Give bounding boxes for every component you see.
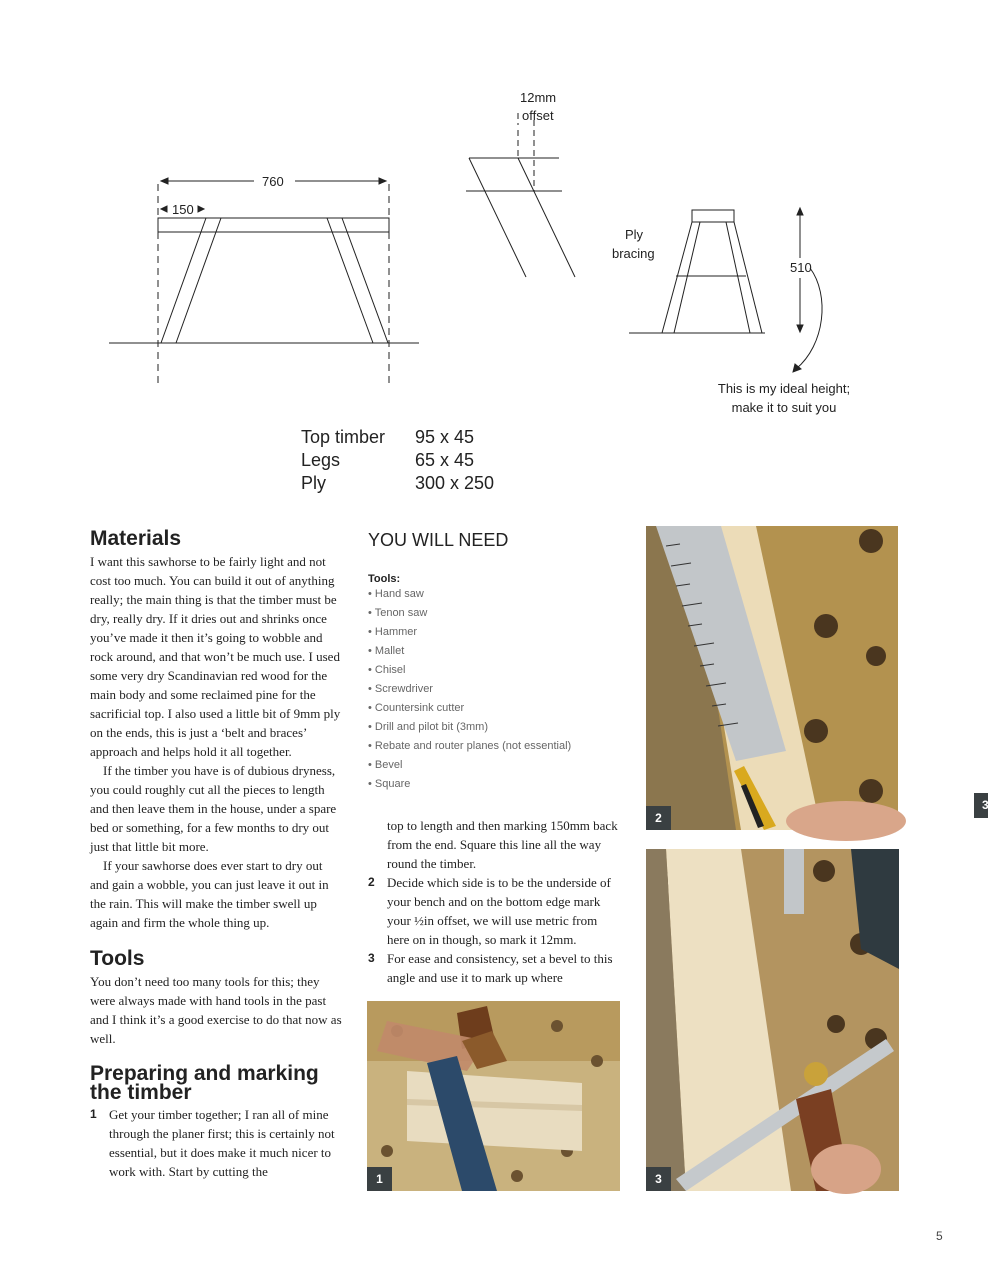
spec-row	[301, 426, 494, 449]
tool-list-item: • Hammer	[368, 626, 418, 638]
tools-paragraph: You don’t need too many tools for this; they were always made with hand tools in the past and I think it’s a good exercise to do that now as well.	[90, 974, 342, 1046]
tool-list-item: • Screwdriver	[368, 683, 433, 695]
spec-value: 65 x 45	[415, 450, 475, 470]
offset-cut-line	[518, 158, 575, 277]
offset-label: 150	[172, 202, 194, 217]
materials-paragraph-3: If your sawhorse does ever start to dry out and gain a wobble, you can just leave it out in the rain. This will make the timber swell up again and firm the whole thing up.	[90, 858, 329, 930]
tool-list-item: • Square	[368, 778, 411, 790]
materials-paragraph-2: If the timber you have is of dubious dryness, you could roughly cut all the pieces to length and then leave them in the house, under a spare bed or something, for a few months to dry out just that little bit more.	[90, 763, 337, 854]
tools-list	[368, 585, 620, 794]
steps-list-start	[90, 1105, 344, 1181]
tools-heading: Tools	[90, 947, 145, 970]
spec-row	[301, 449, 494, 472]
leg-right-outer	[342, 218, 388, 343]
step-number: 3	[368, 951, 375, 965]
steps-continued	[368, 816, 622, 987]
photo-2-ruler-marking	[646, 526, 898, 830]
page-number: 5	[936, 1229, 943, 1243]
height-label: 510	[790, 260, 812, 275]
note-line-2: make it to suit you	[731, 400, 837, 415]
step-text: Get your timber together; I ran all of mine through the planer first; this is certainly not essential, but it does make it much nicer to work with. Start by cutting the	[109, 1107, 335, 1179]
preparing-heading-line-2: the timber	[90, 1081, 192, 1104]
tool-list-item: • Countersink cutter	[368, 702, 465, 714]
photo-1-square-marking	[367, 1001, 620, 1191]
tool-list-item: • Rebate and router planes (not essential)	[368, 740, 572, 752]
preparing-heading	[90, 1064, 344, 1102]
arrow-head	[379, 178, 386, 184]
spec-value: 95 x 45	[415, 427, 475, 447]
tools-label: Tools:	[368, 573, 401, 585]
timber-spec-table	[301, 426, 494, 495]
step-number: 2	[368, 875, 375, 889]
width-label: 760	[262, 174, 284, 189]
arrow-head	[797, 208, 803, 215]
spec-name: Top timber	[301, 427, 386, 447]
photo-3-badge: 3	[646, 1167, 671, 1191]
tool-list-item: • Tenon saw	[368, 607, 428, 619]
photo-2-badge: 2	[646, 806, 671, 830]
you-will-need-title: YOU WILL NEED	[368, 530, 509, 550]
tool-list-item: • Mallet	[368, 645, 405, 657]
arrow-head	[797, 325, 803, 332]
photo-3-bevel-marking	[646, 849, 899, 1191]
spec-row	[301, 472, 494, 495]
offset-title-2: offset	[522, 108, 554, 123]
step-2	[368, 873, 622, 949]
photo-1-badge: 1	[367, 1167, 392, 1191]
step-3	[368, 949, 622, 987]
materials-column	[90, 528, 344, 1181]
step-text: Decide which side is to be the underside of your bench and on the bottom edge mark your ½in offset, we will use metric from here on in though, so mark it 12mm.	[387, 875, 611, 947]
leg-left-inner	[176, 218, 221, 343]
top-timber	[158, 218, 389, 232]
step-1-continued	[368, 816, 622, 873]
ply-label-1: Ply	[625, 227, 644, 242]
arrow-head	[161, 206, 167, 212]
leg-right-inner	[327, 218, 373, 343]
step-text: For ease and consistency, set a bevel to this angle and use it to mark up where	[387, 951, 613, 985]
tool-list-item: • Chisel	[368, 664, 406, 676]
materials-heading: Materials	[90, 527, 182, 550]
arrow-head	[161, 178, 168, 184]
you-will-need-box	[368, 530, 620, 794]
side-top	[692, 210, 734, 222]
step-text: top to length and then marking 150mm back from the end. Square this line all the way round the timber.	[387, 818, 618, 871]
step-number: 1	[90, 1107, 97, 1121]
spec-value: 300 x 250	[415, 473, 495, 493]
ply-label-2: bracing	[612, 246, 655, 261]
materials-paragraph-1: I want this sawhorse to be fairly light and not cost too much. You can build it out of anything really; the main thing is that the timber must be dry, really dry. If it dries out and shrinks once you’ve made it then it’s going to wobble and rock around, and that won’t be much use. I used some very dry Scandinavian red wood for the main body and some reclaimed pine for the sacrificial top. I also used a little bit of 9mm ply on the ends, this is just a ‘belt and braces’ approach and helps hold it all together.	[90, 554, 341, 759]
arrow-head	[198, 206, 204, 212]
tool-list-item: • Bevel	[368, 759, 403, 771]
spec-name: Ply	[301, 473, 327, 493]
tool-list-item: • Drill and pilot bit (3mm)	[368, 721, 488, 733]
leg-left-outer	[161, 218, 206, 343]
spec-name: Legs	[301, 450, 341, 470]
note-line-1: This is my ideal height;	[717, 381, 851, 396]
offset-title-1: 12mm	[520, 90, 557, 105]
offset-cut-line	[469, 158, 526, 277]
chapter-side-tab: 3	[974, 793, 988, 818]
step-1	[90, 1105, 344, 1181]
tool-list-item: • Hand saw	[368, 588, 424, 600]
preparing-heading-line-1: Preparing and marking	[90, 1062, 319, 1085]
